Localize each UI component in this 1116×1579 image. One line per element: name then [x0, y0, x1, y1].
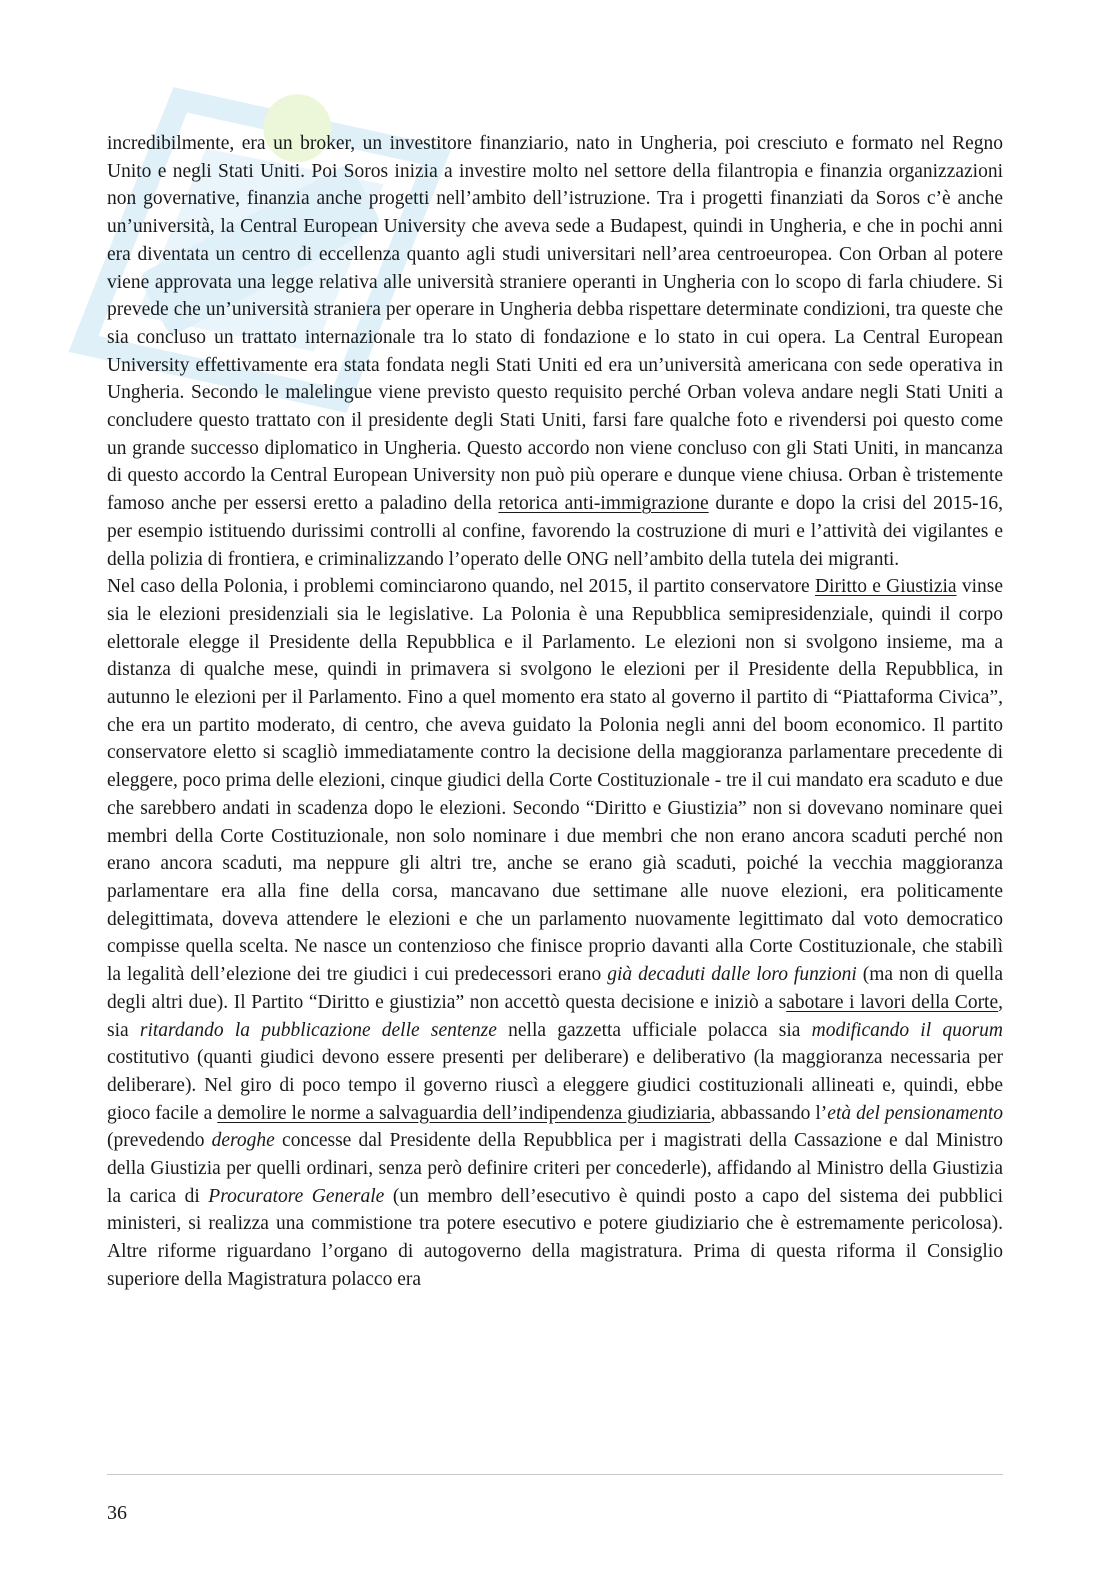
text-run: durante e dopo la crisi del 2015-16, per esempio istituendo durissimi controlli al confine, favorendo la costruzione di muri e l’attività dei vigilantes e della polizia di frontiera, e criminalizzando l’operato delle ONG nell’ambito della tutela dei migranti.	[107, 493, 1003, 570]
italic-phrase: modificando il quorum	[811, 1019, 1003, 1041]
italic-phrase: ritardando la pubblicazione delle sentenze	[139, 1019, 497, 1041]
page-body	[107, 130, 1003, 1294]
text-run: Nel caso della Polonia, i problemi cominciarono quando, nel 2015, il partito conservatore	[107, 576, 815, 598]
text-run: (un membro dell’esecutivo è quindi posto a capo del sistema dei pubblici ministeri, si realizza una commistione tra potere esecutivo e potere giudiziario che è estremamente pericolosa). Altre riforme riguardano l’organo di autogoverno della magistratura. Prima di questa riforma il Consiglio superiore della Magistratura polacco era	[107, 1185, 1004, 1290]
text-run: , abbassando l’	[710, 1102, 828, 1124]
paragraph	[107, 130, 1003, 573]
page-number: 36	[107, 1502, 127, 1524]
underlined-phrase: Diritto e Giustizia	[814, 576, 957, 598]
text-run: vinse sia le elezioni presidenziali sia le legislative. La Polonia è una Repubblica semipresidenziale, quindi il corpo elettorale elegge il Presidente della Repubblica e il Parlamento. Le elezioni non si svolgono insieme, ma a distanza di qualche mese, quindi in primavera si svolgono le elezioni per il Presidente della Repubblica, in autunno le elezioni per il Parlamento. Fino a quel momento era stato al governo il partito di “Piattaforma Civica”, che era un partito moderato, di centro, che aveva guidato la Polonia negli anni del boom economico. Il partito conservatore eletto si scagliò immediatamente contro la decisione della maggioranza parlamentare precedente di eleggere, poco prima delle elezioni, cinque giudici della Corte Costituzionale - tre il cui mandato era scaduto e due che sarebbero andati in scadenza dopo le elezioni. Secondo “Diritto e Giustizia” non si dovevano nominare quei membri della Corte Costituzionale, non solo nominare i due membri che non erano ancora scaduti perché non erano ancora scaduti, ma neppure gli altri tre, anche se erano già scaduti, poiché la vecchia maggioranza parlamentare era alla fine della corsa, mancavano due settimane alle nuove elezioni, era politicamente delegittimata, doveva attendere le elezioni e che un parlamento nuovamente legittimato dal voto democratico compisse quella scelta. Ne nasce un contenzioso che finisce proprio davanti alla Corte Costituzionale, che stabilì la legalità dell’elezione dei tre giudici i cui predecessori erano	[107, 576, 1003, 986]
underlined-phrase: demolire le norme a salvaguardia dell’indipendenza giudiziaria	[217, 1102, 711, 1124]
text-run: concesse dal Presidente della Repubblica per i magistrati della Cassazione e dal Ministro della Giustizia per quelli ordinari, senza però definire criteri per concederle), affidando al Ministro della Giustizia la carica di	[107, 1130, 1003, 1207]
footer-divider	[107, 1474, 1003, 1475]
italic-phrase: Procuratore Generale	[208, 1185, 385, 1207]
italic-phrase: già decaduti dalle loro funzioni	[607, 964, 857, 986]
text-run: nella gazzetta ufficiale polacca sia	[496, 1019, 812, 1041]
italic-phrase: età del pensionamento	[827, 1102, 1003, 1124]
underlined-phrase: abotare i lavori della Corte	[786, 991, 999, 1013]
text-run: incredibilmente, era un broker, un investitore finanziario, nato in Ungheria, poi cresciuto e formato nel Regno Unito e negli Stati Uniti. Poi Soros inizia a investire molto nel settore della filantropia e finanzia organizzazioni non governative, finanzia anche progetti nell’ambito dell’istruzione. Tra i progetti finanziati da Soros c’è anche un’università, la Central European University che aveva sede a Budapest, quindi in Ungheria, e che in pochi anni era diventata un centro di eccellenza quanto agli studi universitari nell’area centroeuropea. Con Orban al potere viene approvata una legge relativa alle università straniere operanti in Ungheria con lo scopo di farla chiudere. Si prevede che un’università straniera per operare in Ungheria debba rispettare determinate condizioni, tra queste che sia concluso un trattato internazionale tra lo stato di fondazione e lo stato in cui opera. La Central European University effettivamente era stata fondata negli Stati Uniti ed era un’università americana con sede operativa in Ungheria. Secondo le malelingue viene previsto questo requisito perché Orban voleva andare negli Stati Uniti a concludere questo trattato con il presidente degli Stati Uniti, farsi fare qualche foto e rivendersi poi questo come un grande successo diplomatico in Ungheria. Questo accordo non viene concluso con gli Stati Uniti, in mancanza di questo accordo la Central European University non può più operare e dunque viene chiusa. Orban è tristemente famoso anche per essersi eretto a paladino della	[107, 133, 1003, 515]
underlined-phrase: retorica anti-immigrazione	[498, 493, 709, 515]
text-run: costitutivo (quanti giudici devono essere presenti per deliberare) e deliberativo (la maggioranza necessaria per deliberare). Nel giro di poco tempo il governo riuscì a eleggere giudici costituzionali allineati e, quindi, ebbe gioco facile a	[107, 1047, 1003, 1124]
italic-phrase: deroghe	[211, 1130, 275, 1152]
text-run: (prevedendo	[107, 1130, 212, 1152]
text-run: , sia	[107, 991, 1004, 1041]
text-run: (ma non di quella degli altri due). Il Partito “Diritto e giustizia” non accettò questa decisione e iniziò a s	[107, 964, 1003, 1013]
paragraph	[107, 573, 1003, 1293]
